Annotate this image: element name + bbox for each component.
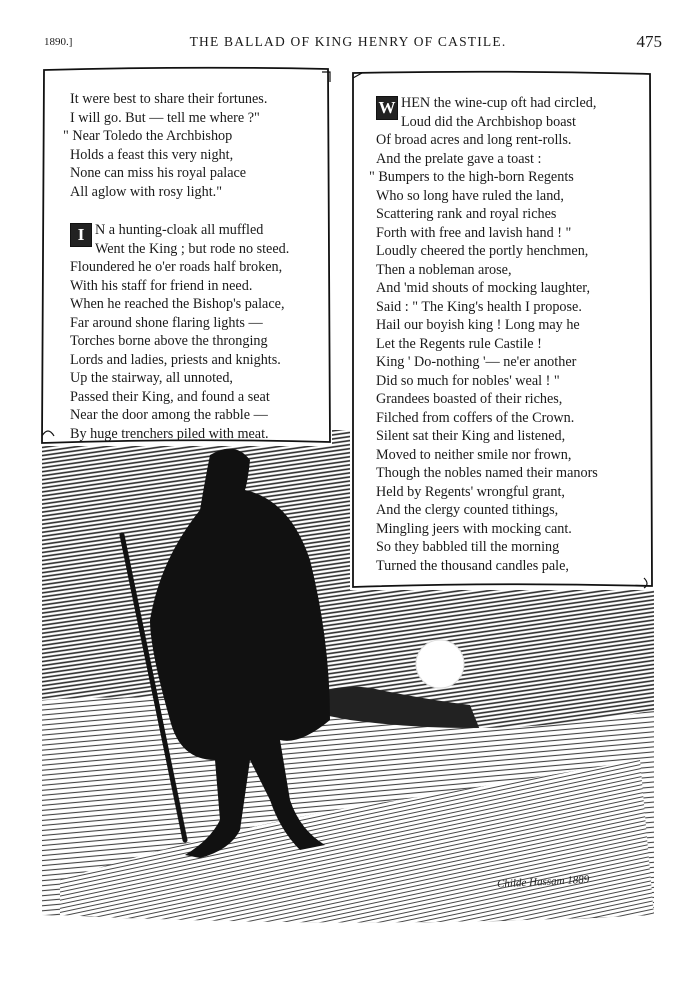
verse-line: Of broad acres and long rent-rolls. xyxy=(376,132,572,148)
verse-line: Grandees boasted of their riches, xyxy=(376,391,563,407)
verse-line: And 'mid shouts of mocking laughter, xyxy=(376,280,590,296)
dropcap-i: I xyxy=(70,223,92,247)
verse-line: " Bumpers to the high-born Regents xyxy=(369,169,574,185)
verse-line: Far around shone flaring lights — xyxy=(70,314,263,331)
artist-signature: Childe Hassam 1889 xyxy=(496,873,590,891)
verse-line: Floundered he o'er roads half broken, xyxy=(70,259,283,275)
verse-line: N a hunting-cloak all muffled xyxy=(95,222,264,238)
verse-line: King ' Do-nothing '— ne'er another xyxy=(376,354,577,370)
verse-line: Let the Regents rule Castile ! xyxy=(376,335,542,352)
verse-line: With his staff for friend in need. xyxy=(70,277,253,294)
right-scroll-panel xyxy=(350,70,655,590)
verse-line: HEN the wine-cup oft had circled, xyxy=(401,95,597,111)
verse-line: " Near Toledo the Archbishop xyxy=(63,128,233,144)
verse-line: When he reached the Bishop's palace, xyxy=(70,296,285,312)
verse-line: Said : " The King's health I propose. xyxy=(376,298,582,315)
verse-line: Up the stairway, all unnoted, xyxy=(70,370,233,386)
verse-line: Scattering rank and royal riches xyxy=(376,206,557,222)
moon xyxy=(416,640,464,688)
verse-line: Though the nobles named their manors xyxy=(376,465,598,481)
verse-line: Torches borne above the thronging xyxy=(70,333,268,349)
verse-line: Loudly cheered the portly henchmen, xyxy=(376,243,589,259)
left-scroll-panel xyxy=(40,66,332,446)
verse-line: Silent sat their King and listened, xyxy=(376,428,566,444)
left-verse xyxy=(63,90,290,443)
verse-line: Filched from coffers of the Crown. xyxy=(376,409,575,426)
verse-line: By huge trenchers piled with meat. xyxy=(70,425,269,442)
verse-line: And the prelate gave a toast : xyxy=(376,150,542,167)
verse-line: Then a nobleman arose, xyxy=(376,261,512,278)
verse-line: Forth with free and lavish hand ! " xyxy=(376,224,572,241)
page-header xyxy=(0,32,696,56)
verse-line: Passed their King, and found a seat xyxy=(70,388,270,405)
verse-line: Who so long have ruled the land, xyxy=(376,187,564,204)
verse-line: Did so much for nobles' weal ! " xyxy=(376,372,560,389)
verse-line: Went the King ; but rode no steed. xyxy=(95,240,290,257)
header-year: 1890.] xyxy=(44,36,73,48)
verse-line: Mingling jeers with mocking cant. xyxy=(376,520,572,537)
verse-line: Hail our boyish king ! Long may he xyxy=(376,317,580,333)
verse-line: Near the door among the rabble — xyxy=(70,407,268,423)
verse-line: All aglow with rosy light." xyxy=(70,183,222,200)
verse-line: So they babbled till the morning xyxy=(376,539,560,555)
verse-line: None can miss his royal palace xyxy=(70,165,247,181)
verse-line: Moved to neither smile nor frown, xyxy=(376,446,572,463)
verse-line: Loud did the Archbishop boast xyxy=(401,113,576,130)
verse-line: I will go. But — tell me where ?" xyxy=(70,109,260,126)
verse-line: And the clergy counted tithings, xyxy=(376,502,559,518)
dropcap-w: W xyxy=(376,96,398,120)
header-title: THE BALLAD OF KING HENRY OF CASTILE. xyxy=(189,34,507,49)
verse-line: Held by Regents' wrongful grant, xyxy=(376,483,565,500)
verse-line: It were best to share their fortunes. xyxy=(70,91,268,107)
verse-line: Turned the thousand candles pale, xyxy=(376,557,569,574)
verse-line: Holds a feast this very night, xyxy=(70,146,234,163)
right-verse xyxy=(369,94,598,575)
page-number: 475 xyxy=(636,32,662,51)
verse-line: Lords and ladies, priests and knights. xyxy=(70,351,281,368)
